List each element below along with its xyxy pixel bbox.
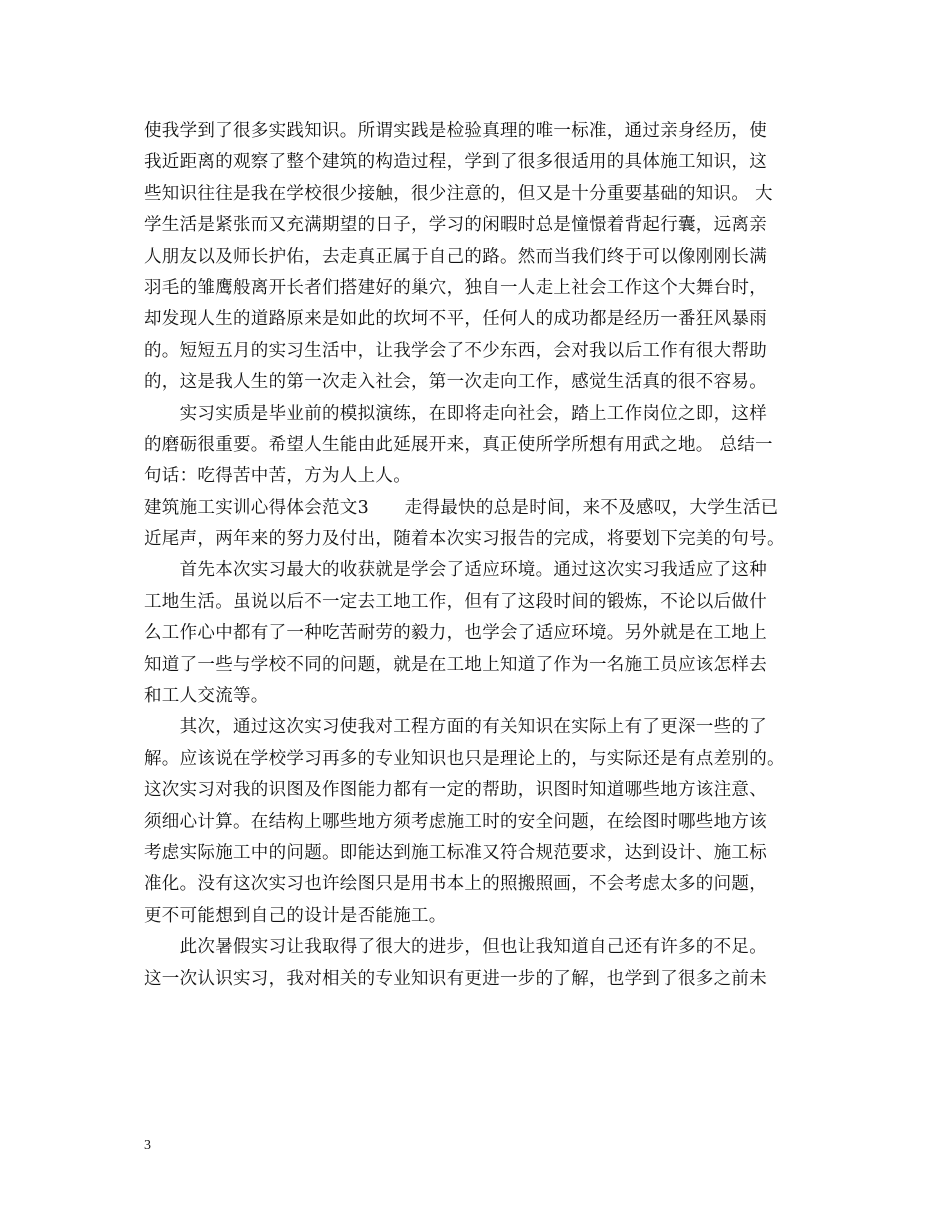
text-line: 这次实习对我的识图及作图能力都有一定的帮助，识图时知道哪些地方该注意、 (144, 780, 767, 801)
text-line: 的磨砺很重要。希望人生能由此延展开来，真正使所学所想有用武之地。 总结一 (144, 434, 773, 455)
text-line: 工地生活。虽说以后不一定去工地工作，但有了这段时间的锻炼，不论以后做什 (144, 591, 767, 612)
text-line: 的，这是我人生的第一次走入社会，第一次走向工作，感觉生活真的很不容易。 (144, 372, 767, 393)
text-line: 却发现人生的道路原来是如此的坎坷不平，任何人的成功都是经历一番狂风暴雨 (144, 309, 767, 330)
text-line: 些知识往往是我在学校很少接触，很少注意的，但又是十分重要基础的知识。 大 (144, 183, 773, 204)
text-line: 准化。没有这次实习也许绘图只是用书本上的照搬照画，不会考虑太多的问题， (144, 874, 767, 895)
text-line: 近尾声，两年来的努力及付出，随着本次实习报告的完成，将要划下完美的句号。 (144, 529, 785, 550)
text-line: 解。应该说在学校学习再多的专业知识也只是理论上的，与实际还是有点差别的。 (144, 748, 785, 769)
text-line: 实习实质是毕业前的模拟演练，在即将走向社会，踏上工作岗位之即，这样 (144, 403, 767, 424)
text-line: 其次，通过这次实习使我对工程方面的有关知识在实际上有了更深一些的了 (144, 717, 767, 738)
text-line: 么工作心中都有了一种吃苦耐劳的毅力，也学会了适应环境。另外就是在工地上 (144, 623, 767, 644)
text-line: 更不可能想到自己的设计是否能施工。 (144, 905, 447, 926)
text-line: 建筑施工实训心得体会范文3 走得最快的总是时间，来不及感叹，大学生活已 (144, 497, 779, 518)
text-line: 首先本次实习最大的收获就是学会了适应环境。通过这次实习我适应了这种 (144, 560, 767, 581)
text-line: 使我学到了很多实践知识。所谓实践是检验真理的唯一标准，通过亲身经历，使 (144, 121, 767, 141)
text-line: 羽毛的雏鹰般离开长者们搭建好的巢穴，独自一人走上社会工作这个大舞台时， (144, 277, 767, 298)
text-line: 这一次认识实习，我对相关的专业知识有更进一步的了解，也学到了很多之前未 (144, 968, 767, 989)
text-line: 考虑实际施工中的问题。即能达到施工标准又符合规范要求，达到设计、施工标 (144, 842, 767, 863)
document-body (144, 116, 824, 995)
text-line: 人朋友以及师长护佑，去走真正属于自己的路。然而当我们终于可以像刚刚长满 (144, 246, 767, 267)
text-line: 我近距离的观察了整个建筑的构造过程，学到了很多很适用的具体施工知识，这 (144, 152, 767, 173)
text-line: 知道了一些与学校不同的问题，就是在工地上知道了作为一名施工员应该怎样去 (144, 654, 767, 675)
text-line: 的。短短五月的实习生活中，让我学会了不少东西，会对我以后工作有很大帮助 (144, 340, 767, 361)
text-line: 句话：吃得苦中苦，方为人上人。 (144, 466, 411, 487)
text-line: 须细心计算。在结构上哪些地方须考虑施工时的安全问题，在绘图时哪些地方该 (144, 811, 767, 832)
text-line: 此次暑假实习让我取得了很大的进步，但也让我知道自己还有许多的不足。 (144, 937, 767, 958)
page-number: 3 (144, 1138, 151, 1153)
text-line: 学生活是紧张而又充满期望的日子，学习的闲暇时总是憧憬着背起行囊，远离亲 (144, 215, 767, 236)
text-line: 和工人交流等。 (144, 686, 269, 707)
